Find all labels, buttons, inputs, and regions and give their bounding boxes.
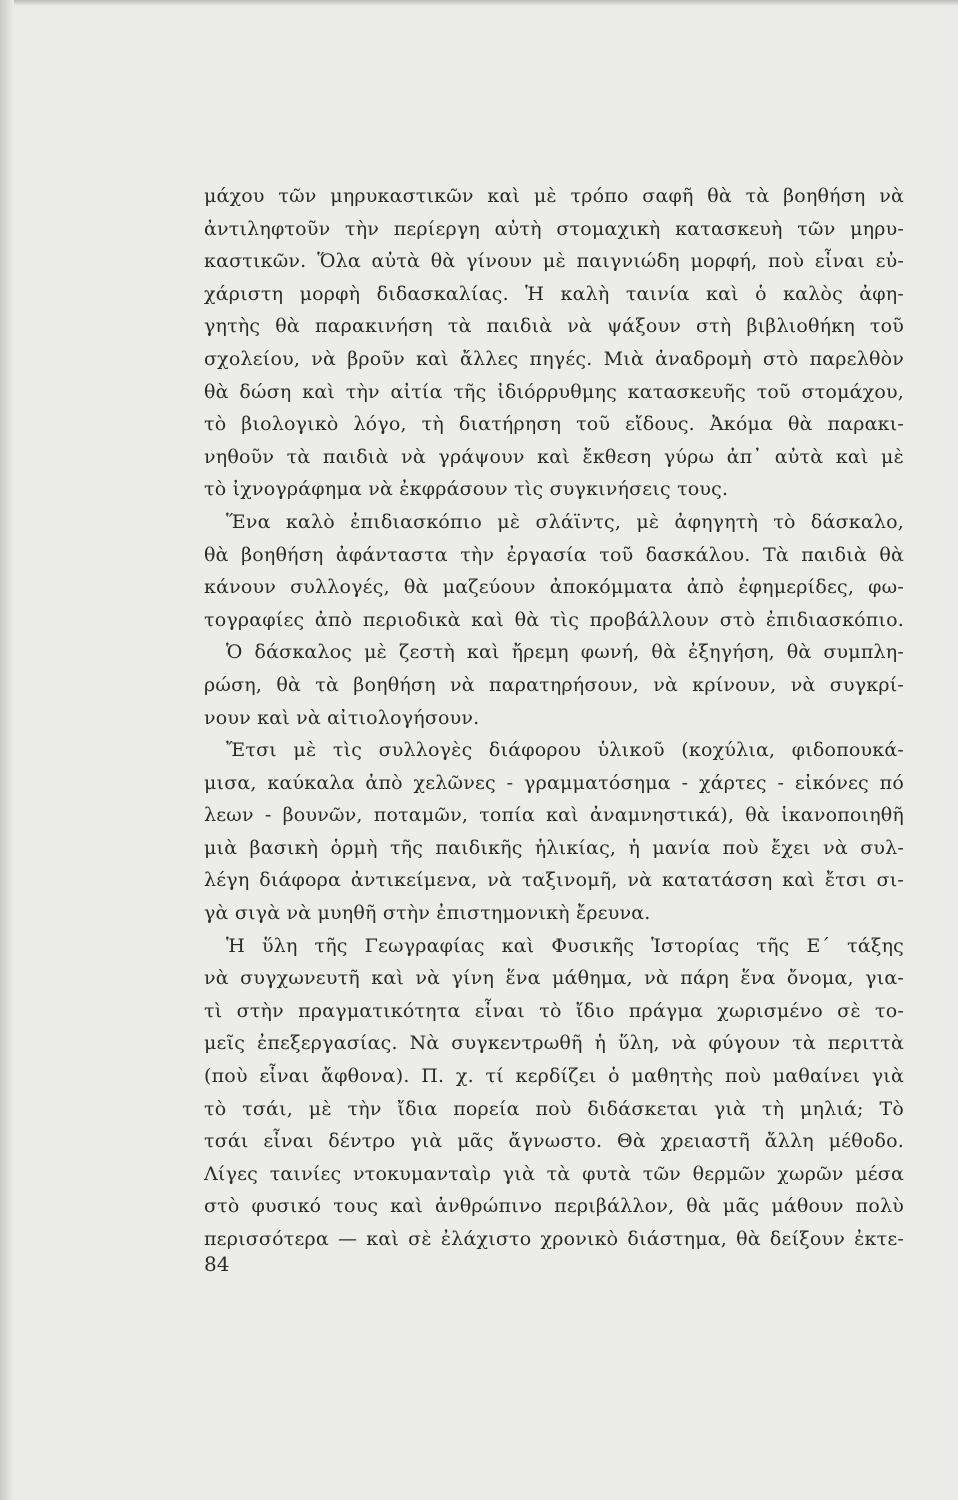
text-line: τὶ στὴν πραγματικότητα εἶναι τὸ ἴδιο πράγμα χωρισμένο σὲ το- xyxy=(204,999,904,1022)
text-line: τὸ τσάι, μὲ τὴν ἴδια πορεία ποὺ διδάσκεται γιὰ τὴ μηλιά; Τὸ xyxy=(204,1097,904,1120)
text-line: Λίγες ταινίες ντοκυμανταὶρ γιὰ τὰ φυτὰ τῶν θερμῶν χωρῶν μέσα xyxy=(204,1162,904,1185)
text-line: Ἡ ὕλη τῆς Γεωγραφίας καὶ Φυσικῆς Ἱστορίας τῆς Ε΄ τάξης xyxy=(226,934,904,957)
text-line: χάριστη μορφὴ διδασκαλίας. Ἡ καλὴ ταινία καὶ ὁ καλὸς ἀφη- xyxy=(204,282,904,305)
text-line: θὰ δώση καὶ τὴν αἰτία τῆς ἰδιόρρυθμης κατασκευῆς τοῦ στομάχου, xyxy=(204,380,904,403)
text-line: γὰ σιγὰ νὰ μυηθῆ στὴν ἐπιστημονικὴ ἔρευνα. xyxy=(204,902,651,925)
text-line: νὰ συγχωνευτῆ καὶ νὰ γίνη ἕνα μάθημα, νὰ πάρη ἕνα ὄνομα, για- xyxy=(204,967,904,990)
text-line: Ἕνα καλὸ ἐπιδιασκόπιο μὲ σλάϊντς, μὲ ἀφηγητὴ τὸ δάσκαλο, xyxy=(226,510,904,533)
scan-edge-top xyxy=(0,0,958,6)
text-line: (ποὺ εἶναι ἄφθονα). Π. χ. τί κερδίζει ὁ μαθητὴς ποὺ μαθαίνει γιὰ xyxy=(204,1065,904,1088)
text-line: ρώση, θὰ τὰ βοηθήση νὰ παρατηρήσουν, νὰ κρίνουν, νὰ συγκρί- xyxy=(204,673,904,696)
text-line: καστικῶν. Ὅλα αὐτὰ θὰ γίνουν μὲ παιγνιώδη μορφή, ποὺ εἶναι εὐ- xyxy=(204,250,904,273)
text-line: μάχου τῶν μηρυκαστικῶν καὶ μὲ τρόπο σαφῆ θὰ τὰ βοηθήση νὰ xyxy=(204,185,904,207)
text-line: Ὁ δάσκαλος μὲ ζεστὴ καὶ ἤρεμη φωνή, θὰ ἐξηγήση, θὰ συμπλη- xyxy=(226,641,904,664)
text-line: μισα, καύκαλα ἀπὸ χελῶνες - γραμματόσημα - χάρτες - εἰκόνες πό xyxy=(204,771,904,794)
text-line: θὰ βοηθήση ἀφάνταστα τὴν ἐργασία τοῦ δασκάλου. Τὰ παιδιὰ θὰ xyxy=(204,543,904,566)
text-line: στὸ φυσικό τους καὶ ἀνθρώπινο περιβάλλον, θὰ μᾶς μάθουν πολὺ xyxy=(204,1195,904,1218)
text-line: νουν καὶ νὰ αἰτιολογήσουν. xyxy=(204,706,480,729)
text-line: γητὴς θὰ παρακινήση τὰ παιδιὰ νὰ ψάξουν στὴ βιβλιοθήκη τοῦ xyxy=(204,315,904,338)
text-line: τὸ βιολογικὸ λόγο, τὴ διατήρηση τοῦ εἴδους. Ἀκόμα θὰ παρακι- xyxy=(204,413,904,436)
text-line: νηθοῦν τὰ παιδιὰ νὰ γράψουν καὶ ἔκθεση γύρω ἀπ᾽ αὐτὰ καὶ μὲ xyxy=(204,445,904,468)
text-line: τογραφίες ἀπὸ περιοδικὰ καὶ θὰ τὶς προβάλλουν στὸ ἐπιδιασκόπιο. xyxy=(204,608,904,631)
page-body-text xyxy=(204,180,904,1256)
text-line: περισσότερα — καὶ σὲ ἐλάχιστο χρονικὸ διάστημα, θὰ δείξουν ἐκτε- xyxy=(204,1228,904,1250)
text-line: μιὰ βασικὴ ὁρμὴ τῆς παιδικῆς ἡλικίας, ἡ μανία ποὺ ἔχει νὰ συλ- xyxy=(204,836,904,859)
text-line: ἀντιληφτοῦν τὴν περίεργη αὐτὴ στομαχικὴ κατασκευὴ τῶν μηρυ- xyxy=(204,217,904,240)
text-line: μεῖς ἐπεξεργασίας. Νὰ συγκεντρωθῆ ἡ ὕλη, νὰ φύγουν τὰ περιττὰ xyxy=(204,1032,904,1055)
text-line: λεων - βουνῶν, ποταμῶν, τοπία καὶ ἀναμνηστικά), θὰ ἱκανοποιηθῆ xyxy=(204,804,904,827)
text-line: τσάι εἶναι δέντρο γιὰ μᾶς ἄγνωστο. Θὰ χρειαστῆ ἄλλη μέθοδο. xyxy=(204,1130,904,1153)
text-line: λέγη διάφορα ἀντικείμενα, νὰ ταξινομῆ, νὰ κατατάσση καὶ ἔτσι σι- xyxy=(204,869,904,892)
text-line: κάνουν συλλογές, θὰ μαζεύουν ἀποκόμματα ἀπὸ ἐφημερίδες, φω- xyxy=(204,576,904,599)
text-line: τὸ ἰχνογράφημα νὰ ἐκφράσουν τὶς συγκινήσεις τους. xyxy=(204,478,729,501)
text-line: Ἔτσι μὲ τὶς συλλογὲς διάφορου ὑλικοῦ (κοχύλια, φιδοπουκά- xyxy=(226,739,904,762)
page-number: 84 xyxy=(204,1252,230,1276)
text-line: σχολείου, νὰ βροῦν καὶ ἄλλες πηγές. Μιὰ ἀναδρομὴ στὸ παρελθὸν xyxy=(204,347,904,370)
scan-edge-left xyxy=(0,0,14,1500)
